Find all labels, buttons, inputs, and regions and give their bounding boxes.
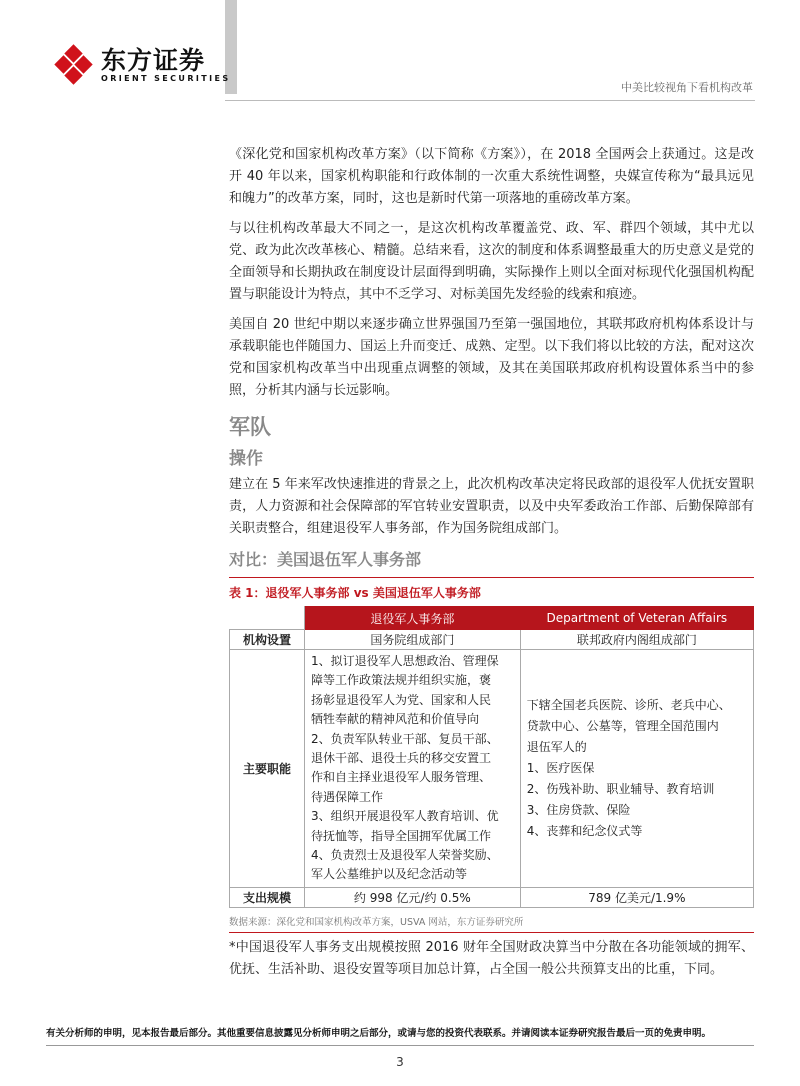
- header-divider: [225, 100, 755, 101]
- table-header-us: Department of Veteran Affairs: [520, 607, 753, 630]
- report-title: 中美比较视角下看机构改革: [621, 81, 753, 94]
- function-line: 1、医疗医保: [526, 760, 595, 775]
- paragraph: 《深化党和国家机构改革方案》（以下简称《方案》），在 2018 全国两会上获通过。这是改开 40 年以来，国家机构职能和行政体制的一次重大系统性调整，央媒宣传称为“最具远见和魄力”的改革方案，同时，这也是新时代第一项落地的重磅改革方案。: [229, 147, 754, 206]
- subsection-title: 操作: [229, 449, 263, 469]
- logo-chinese-name: 东方证券: [101, 45, 206, 75]
- row-label-setup: 机构设置: [230, 630, 305, 650]
- setup-us-cell: 联邦政府内阁组成部门: [520, 630, 753, 650]
- table-row: [230, 630, 754, 650]
- disclaimer: 有关分析师的申明，见本报告最后部分。其他重要信息披露见分析师申明之后部分，或请与您的投资代表联系。并请阅读本证券研究报告最后一页的免责申明。: [46, 1028, 712, 1039]
- table-header-row: [230, 607, 754, 630]
- function-line: 2、伤残补助、职业辅导、教育培训: [526, 781, 715, 796]
- function-line: 待遇保障工作: [311, 789, 384, 804]
- table-row: [230, 887, 754, 907]
- setup-cn-cell: 国务院组成部门: [305, 630, 521, 650]
- main-content: [229, 144, 754, 981]
- spending-us-cell: 789 亿美元/1.9%: [520, 887, 753, 907]
- comparison-title: 对比：美国退伍军人事务部: [229, 548, 754, 578]
- logo-english-name: ORIENT SECURITIES: [101, 73, 231, 83]
- function-line: 3、组织开展退役军人教育培训、优: [311, 809, 499, 824]
- function-line: 3、住房贷款、保险: [526, 802, 631, 817]
- function-line: 军人公墓维护以及纪念活动等: [311, 867, 468, 882]
- table-header-cn: 退役军人事务部: [305, 607, 521, 630]
- function-line: 作和自主择业退役军人服务管理、: [311, 770, 492, 785]
- function-line: 贷款中心、公墓等，管理全国范围内: [526, 718, 719, 733]
- operation-paragraph: 建立在 5 年来军改快速推进的背景之上，此次机构改革决定将民政部的退役军人优抚安置职责，人力资源和社会保障部的军官转业安置职责，以及中央军委政治工作部、后勤保障部有关职责整合，组建退役军人事务部，作为国务院组成部门。: [229, 477, 754, 536]
- logo-diamond-icon: [55, 46, 93, 84]
- row-label-functions: 主要职能: [230, 650, 305, 888]
- footer-divider: [46, 1045, 754, 1046]
- function-line: 4、丧葬和纪念仪式等: [526, 823, 643, 838]
- function-line: 2、负责军队转业干部、复员干部、: [311, 731, 499, 746]
- function-line: 退休干部、退役士兵的移交安置工: [311, 751, 492, 766]
- company-logo: [55, 46, 231, 84]
- function-line: 下辖全国老兵医院、诊所、老兵中心、: [526, 697, 731, 712]
- comparison-table: [229, 606, 754, 908]
- section-title: 军队: [229, 415, 271, 439]
- paragraph: 与以往机构改革最大不同之一，是这次机构改革覆盖党、政、军、群四个领域，其中尤以党、政为此次改革核心、精髓。总结来看，这次的制度和体系调整最重大的历史意义是党的全面领导和长期执政在制度设计层面得到明确，实际操作上则以全面对标现代化强国机构配置与职能设计为特点，其中不乏学习、对标美国先发经验的线索和痕迹。: [229, 221, 754, 302]
- table-corner-cell: [230, 607, 305, 630]
- function-line: 障等工作政策法规并组织实施，褒: [311, 673, 492, 688]
- footnote: *中国退役军人事务支出规模按照 2016 财年全国财政决算当中分散在各功能领域的拥军、优抚、生活补助、退役安置等项目加总计算，占全国一般公共预算支出的比重，下同。: [229, 939, 754, 977]
- function-line: 扬彰显退役军人为党、国家和人民: [311, 692, 492, 707]
- table-row: [230, 650, 754, 888]
- paragraph: 美国自 20 世纪中期以来逐步确立世界强国乃至第一强国地位，其联邦政府机构体系设计与承载职能也伴随国力、国运上升而变迁、成熟、定型。以下我们将以比较的方法，配对这次党和国家机构改革当中出现重点调整的领域，及其在美国联邦政府机构设置体系当中的参照，分析其内涵与长远影响。: [229, 317, 754, 398]
- row-label-spending: 支出规模: [230, 887, 305, 907]
- function-line: 待抚恤等，指导全国拥军优属工作: [311, 828, 492, 843]
- functions-us-cell: [520, 650, 753, 888]
- function-line: 退伍军人的: [526, 739, 587, 754]
- function-line: 牺牲奉献的精神风范和价值导向: [311, 712, 480, 727]
- page-number: 3: [396, 1055, 404, 1069]
- spending-cn-cell: 约 998 亿元/约 0.5%: [305, 887, 521, 907]
- function-line: 4、负责烈士及退役军人荣誉奖励、: [311, 848, 499, 863]
- function-line: 1、拟订退役军人思想政治、管理保: [311, 654, 499, 668]
- table-title: 表 1：退役军人事务部 vs 美国退伍军人事务部: [229, 586, 481, 600]
- data-source: 数据来源：深化党和国家机构改革方案，USVA 网站，东方证券研究所: [229, 914, 754, 933]
- functions-cn-cell: [305, 650, 521, 888]
